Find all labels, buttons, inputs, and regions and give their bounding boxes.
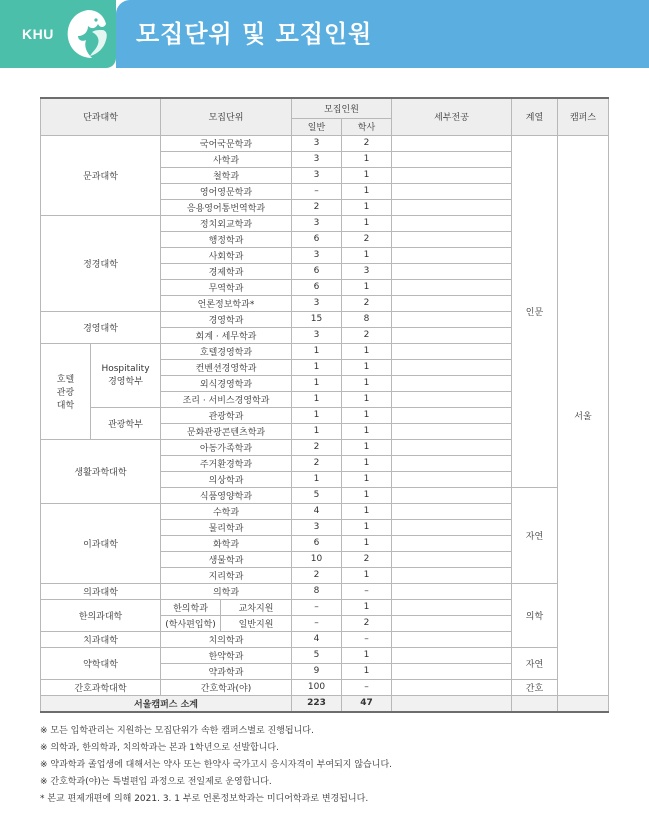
unit-cell: 수학과 <box>161 503 292 519</box>
unit-cell: 호텔경영학과 <box>161 343 292 359</box>
detail-cell <box>392 487 512 503</box>
subtotal-empty <box>392 695 512 712</box>
note-line: * 본교 편제개편에 의해 2021. 3. 1 부로 언론정보학과는 미디어학과로 변경됩니다. <box>40 794 369 804</box>
sub-unit-cell: 일반지원 <box>221 615 292 631</box>
bachelor-count: 1 <box>342 279 392 295</box>
detail-cell <box>392 615 512 631</box>
detail-cell <box>392 503 512 519</box>
unit-cell: 의상학과 <box>161 471 292 487</box>
header-quota: 모집인원 <box>292 98 392 118</box>
bachelor-count: 1 <box>342 455 392 471</box>
detail-cell <box>392 535 512 551</box>
subtotal-empty <box>512 695 558 712</box>
general-count: 3 <box>292 151 342 167</box>
bachelor-count: 1 <box>342 471 392 487</box>
campus-seoul: 서울 <box>558 135 609 695</box>
unit-cell: 문화관광콘텐츠학과 <box>161 423 292 439</box>
unit-cell: 한의학과 <box>161 599 221 615</box>
bachelor-count: – <box>342 583 392 599</box>
logo-box <box>0 0 116 68</box>
college-nursing: 간호과학대학 <box>41 679 161 695</box>
detail-cell <box>392 151 512 167</box>
detail-cell <box>392 183 512 199</box>
general-count: 3 <box>292 519 342 535</box>
general-count: 4 <box>292 503 342 519</box>
field-natural-pharmacy: 자연 <box>512 647 558 679</box>
general-count: 3 <box>292 247 342 263</box>
general-count: 3 <box>292 215 342 231</box>
bachelor-count: 1 <box>342 247 392 263</box>
detail-cell <box>392 247 512 263</box>
page-title: 모집단위 및 모집인원 <box>136 20 373 48</box>
bachelor-count: 1 <box>342 439 392 455</box>
general-count: 2 <box>292 567 342 583</box>
detail-cell <box>392 279 512 295</box>
bachelor-count: 1 <box>342 647 392 663</box>
note-line: ※ 의학과, 한의학과, 치의학과는 본과 1학년으로 선발합니다. <box>40 743 279 753</box>
general-count: 6 <box>292 535 342 551</box>
detail-cell <box>392 135 512 151</box>
detail-cell <box>392 343 512 359</box>
bachelor-count: 1 <box>342 183 392 199</box>
unit-cell: 관광학과 <box>161 407 292 423</box>
bachelor-count: 2 <box>342 231 392 247</box>
unit-cell: 물리학과 <box>161 519 292 535</box>
general-count: 1 <box>292 359 342 375</box>
sub-unit-cell: 교차지원 <box>221 599 292 615</box>
general-count: – <box>292 183 342 199</box>
general-count: 9 <box>292 663 342 679</box>
unit-cell: 사학과 <box>161 151 292 167</box>
unit-cell: 무역학과 <box>161 279 292 295</box>
field-natural: 자연 <box>512 487 558 583</box>
bachelor-count: 1 <box>342 567 392 583</box>
general-count: 3 <box>292 135 342 151</box>
subtotal-general: 223 <box>292 695 342 712</box>
subtotal-label: 서울캠퍼스 소계 <box>41 695 292 712</box>
header-unit: 모집단위 <box>161 98 292 135</box>
detail-cell <box>392 679 512 695</box>
unit-cell: 철학과 <box>161 167 292 183</box>
note-line: ※ 간호학과(야)는 특별편입 과정으로 전일제로 운영합니다. <box>40 777 272 787</box>
general-count: 2 <box>292 439 342 455</box>
subtotal-bachelor: 47 <box>342 695 392 712</box>
bachelor-count: 1 <box>342 599 392 615</box>
general-count: 5 <box>292 647 342 663</box>
general-count: 6 <box>292 231 342 247</box>
unit-cell: 식품영양학과 <box>161 487 292 503</box>
unit-cell: 약과학과 <box>161 663 292 679</box>
unit-cell: 의학과 <box>161 583 292 599</box>
college-hotel-tourism <box>41 343 91 439</box>
general-count: 2 <box>292 199 342 215</box>
bachelor-count: 2 <box>342 295 392 311</box>
general-count: – <box>292 615 342 631</box>
bachelor-count: 1 <box>342 503 392 519</box>
general-count: 1 <box>292 375 342 391</box>
detail-cell <box>392 407 512 423</box>
general-count: 4 <box>292 631 342 647</box>
bachelor-count: 1 <box>342 535 392 551</box>
division-tourism: 관광학부 <box>91 407 161 439</box>
college-humanities: 문과대학 <box>41 135 161 215</box>
general-count: – <box>292 599 342 615</box>
unit-cell: 주거환경학과 <box>161 455 292 471</box>
general-count: 5 <box>292 487 342 503</box>
unit-cell: 응용영어통번역학과 <box>161 199 292 215</box>
detail-cell <box>392 423 512 439</box>
unit-cell: 조리 · 서비스경영학과 <box>161 391 292 407</box>
division-hospitality <box>91 343 161 407</box>
unit-cell: 아동가족학과 <box>161 439 292 455</box>
detail-cell <box>392 375 512 391</box>
general-count: 1 <box>292 391 342 407</box>
general-count: 1 <box>292 407 342 423</box>
bachelor-count: 1 <box>342 423 392 439</box>
unit-cell: (학사편입학) <box>161 615 221 631</box>
header-bachelor: 학사 <box>342 118 392 135</box>
unit-cell: 행정학과 <box>161 231 292 247</box>
unit-cell: 정치외교학과 <box>161 215 292 231</box>
unit-cell: 컨벤션경영학과 <box>161 359 292 375</box>
lion-head-icon <box>62 8 110 60</box>
subtotal-empty <box>558 695 609 712</box>
general-count: 10 <box>292 551 342 567</box>
college-science: 이과대학 <box>41 503 161 583</box>
notes-section <box>40 723 620 808</box>
unit-cell: 영어영문학과 <box>161 183 292 199</box>
general-count: 1 <box>292 471 342 487</box>
division-hospitality-line: 경영학부 <box>108 376 143 387</box>
college-business: 경영대학 <box>41 311 161 343</box>
detail-cell <box>392 599 512 615</box>
bachelor-count: 1 <box>342 167 392 183</box>
division-hospitality-line: Hospitality <box>101 363 150 374</box>
detail-cell <box>392 263 512 279</box>
detail-cell <box>392 231 512 247</box>
detail-cell <box>392 551 512 567</box>
bachelor-count: 3 <box>342 263 392 279</box>
detail-cell <box>392 295 512 311</box>
detail-cell <box>392 631 512 647</box>
detail-cell <box>392 583 512 599</box>
college-korean-medicine: 한의과대학 <box>41 599 161 631</box>
bachelor-count: 1 <box>342 407 392 423</box>
detail-cell <box>392 471 512 487</box>
unit-cell: 지리학과 <box>161 567 292 583</box>
note-line: ※ 약과학과 졸업생에 대해서는 약사 또는 한약사 국가고시 응시자격이 부여되지 않습니다. <box>40 760 392 770</box>
header-detail-major: 세부전공 <box>392 98 512 135</box>
bachelor-count: 1 <box>342 519 392 535</box>
detail-cell <box>392 215 512 231</box>
general-count: 8 <box>292 583 342 599</box>
detail-cell <box>392 439 512 455</box>
header-college: 단과대학 <box>41 98 161 135</box>
general-count: 3 <box>292 167 342 183</box>
unit-cell: 국어국문학과 <box>161 135 292 151</box>
college-hotel-line: 호텔 <box>56 374 75 385</box>
detail-cell <box>392 663 512 679</box>
bachelor-count: 2 <box>342 135 392 151</box>
college-living-science: 생활과학대학 <box>41 439 161 503</box>
unit-cell: 경영학과 <box>161 311 292 327</box>
unit-cell: 생물학과 <box>161 551 292 567</box>
detail-cell <box>392 199 512 215</box>
college-hotel-line: 대학 <box>56 400 75 411</box>
unit-cell: 한약학과 <box>161 647 292 663</box>
general-count: 2 <box>292 455 342 471</box>
unit-cell: 경제학과 <box>161 263 292 279</box>
field-nursing: 간호 <box>512 679 558 695</box>
bachelor-count: 2 <box>342 615 392 631</box>
header-field: 계열 <box>512 98 558 135</box>
page-header <box>0 0 649 68</box>
bachelor-count: 2 <box>342 551 392 567</box>
college-politics: 정경대학 <box>41 215 161 311</box>
general-count: 1 <box>292 423 342 439</box>
college-pharmacy: 약학대학 <box>41 647 161 679</box>
detail-cell <box>392 567 512 583</box>
unit-cell: 화학과 <box>161 535 292 551</box>
detail-cell <box>392 391 512 407</box>
bachelor-count: 8 <box>342 311 392 327</box>
detail-cell <box>392 519 512 535</box>
bachelor-count: 1 <box>342 487 392 503</box>
header-campus: 캠퍼스 <box>558 98 609 135</box>
note-line: ※ 모든 입학관리는 지원하는 모집단위가 속한 캠퍼스별로 진행됩니다. <box>40 726 314 736</box>
general-count: 3 <box>292 327 342 343</box>
field-medical: 의학 <box>512 583 558 647</box>
detail-cell <box>392 359 512 375</box>
header-general: 일반 <box>292 118 342 135</box>
unit-cell: 사회학과 <box>161 247 292 263</box>
bachelor-count: – <box>342 679 392 695</box>
unit-cell: 치의학과 <box>161 631 292 647</box>
general-count: 6 <box>292 279 342 295</box>
unit-cell: 언론정보학과* <box>161 295 292 311</box>
detail-cell <box>392 327 512 343</box>
bachelor-count: 1 <box>342 343 392 359</box>
general-count: 100 <box>292 679 342 695</box>
bachelor-count: 1 <box>342 391 392 407</box>
detail-cell <box>392 455 512 471</box>
bachelor-count: 1 <box>342 215 392 231</box>
general-count: 15 <box>292 311 342 327</box>
detail-cell <box>392 167 512 183</box>
logo-text: KHU <box>22 26 54 42</box>
college-dentistry: 치과대학 <box>41 631 161 647</box>
bachelor-count: 1 <box>342 151 392 167</box>
college-medicine: 의과대학 <box>41 583 161 599</box>
title-banner <box>116 0 649 68</box>
unit-cell: 회계 · 세무학과 <box>161 327 292 343</box>
unit-cell: 외식경영학과 <box>161 375 292 391</box>
bachelor-count: 1 <box>342 663 392 679</box>
general-count: 6 <box>292 263 342 279</box>
college-hotel-line: 관광 <box>56 387 75 398</box>
general-count: 1 <box>292 343 342 359</box>
bachelor-count: 1 <box>342 375 392 391</box>
bachelor-count: 1 <box>342 359 392 375</box>
bachelor-count: 1 <box>342 199 392 215</box>
quota-table <box>40 97 609 713</box>
general-count: 3 <box>292 295 342 311</box>
detail-cell <box>392 647 512 663</box>
bachelor-count: 2 <box>342 327 392 343</box>
unit-cell: 간호학과(야) <box>161 679 292 695</box>
detail-cell <box>392 311 512 327</box>
field-humanities: 인문 <box>512 135 558 487</box>
bachelor-count: – <box>342 631 392 647</box>
